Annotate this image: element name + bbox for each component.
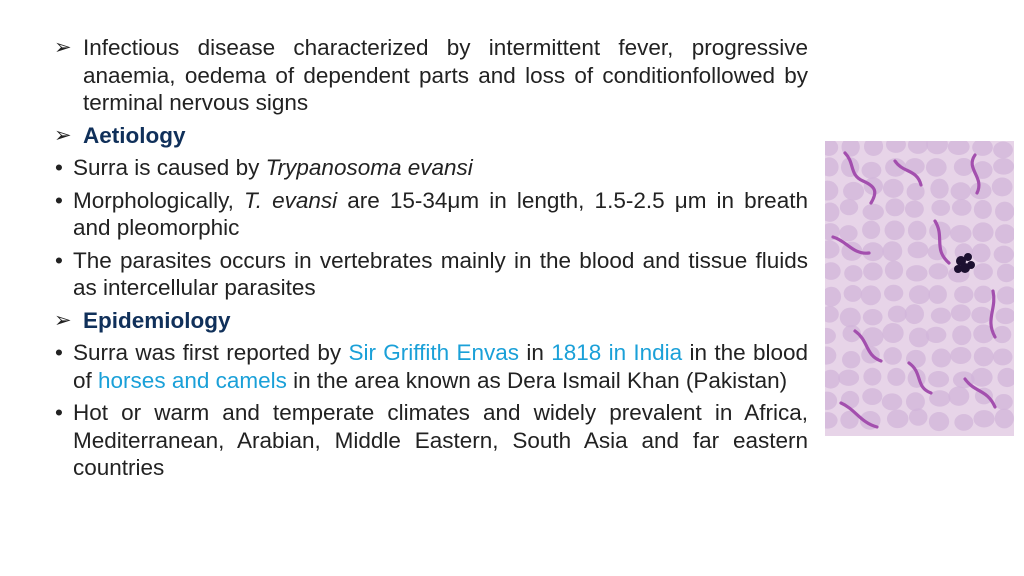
- rbc: [930, 179, 948, 199]
- rbc: [929, 263, 949, 279]
- dot-bullet-icon: •: [55, 340, 63, 365]
- rbc: [926, 158, 947, 177]
- dot-bullet-icon: •: [55, 400, 63, 425]
- epi-b2-text: Hot or warm and temperate climates and widely prevalent in Africa, Mediterranean, Arabian, Middle Eastern, South Asia and far eastern countries: [73, 400, 808, 480]
- micrograph-svg: [825, 141, 1014, 436]
- aetiology-b3-text: The parasites occurs in vertebrates mainly in the blood and tissue fluids as intercellular parasites: [73, 247, 808, 300]
- intro-text: Infectious disease characterized by intermittent fever, progressive anaemia, oedema of dependent parts and loss of conditionfollowed by terminal nervous signs: [83, 35, 808, 115]
- leukocyte-nucleus-lobe: [954, 265, 962, 273]
- discovery-year-place: 1818 in India: [551, 340, 683, 365]
- aetiology-b2-prefix: Morphologically,: [73, 187, 245, 213]
- rbc: [951, 304, 971, 321]
- discoverer-name: Sir Griffith Envas: [348, 340, 520, 365]
- rbc: [861, 285, 881, 305]
- rbc: [883, 347, 901, 365]
- rbc: [993, 349, 1013, 366]
- rbc: [885, 198, 904, 216]
- rbc: [971, 307, 991, 324]
- rbc: [885, 220, 905, 240]
- rbc: [931, 200, 950, 216]
- epidemiology-heading-row: [54, 307, 808, 335]
- rbc: [840, 308, 861, 328]
- epidemiology-bullet-1: [54, 339, 808, 394]
- intro-paragraph: [54, 34, 808, 117]
- rbc: [862, 221, 880, 239]
- rbc: [954, 286, 973, 303]
- rbc: [928, 285, 947, 304]
- host-animals: horses and camels: [98, 367, 287, 393]
- rbc: [929, 412, 949, 431]
- blood-smear-micrograph: [825, 141, 1014, 436]
- rbc: [882, 393, 902, 410]
- rbc: [863, 262, 883, 280]
- rbc: [928, 371, 949, 387]
- rbc: [971, 368, 993, 387]
- rbc: [909, 408, 928, 425]
- rbc: [972, 243, 991, 262]
- rbc: [842, 351, 860, 368]
- arrow-bullet-icon: ➢: [54, 123, 72, 147]
- rbc: [863, 204, 884, 221]
- rbc: [970, 182, 992, 199]
- rbc: [992, 178, 1013, 197]
- epidemiology-bullet-2: [54, 399, 808, 482]
- rbc: [863, 368, 881, 386]
- aetiology-bullet-2: [54, 187, 808, 242]
- rbc: [863, 309, 883, 325]
- rbc: [954, 158, 974, 176]
- rbc: [974, 263, 993, 280]
- leukocyte-nucleus-lobe: [967, 261, 975, 269]
- rbc: [909, 285, 930, 304]
- leukocyte-nucleus-lobe: [964, 253, 972, 261]
- aetiology-heading-row: [54, 122, 808, 150]
- rbc: [861, 162, 881, 179]
- rbc: [906, 350, 926, 368]
- rbc: [843, 182, 864, 201]
- rbc: [994, 246, 1014, 264]
- rbc: [882, 323, 903, 343]
- rbc: [995, 394, 1013, 410]
- rbc: [952, 325, 971, 345]
- rbc: [974, 347, 994, 366]
- aetiology-b1-prefix: Surra is caused by: [73, 155, 266, 180]
- rbc: [884, 285, 903, 302]
- slide-text: [54, 34, 808, 487]
- epi-b1-t1: Surra was first reported by: [73, 340, 349, 365]
- rbc: [954, 414, 973, 431]
- epi-b1-t3: in the blood of: [73, 340, 809, 393]
- rbc: [972, 222, 993, 242]
- rbc: [862, 388, 882, 405]
- epidemiology-heading: Epidemiology: [83, 307, 231, 333]
- rbc: [888, 306, 907, 323]
- rbc: [995, 409, 1014, 429]
- rbc: [905, 201, 924, 218]
- rbc: [908, 221, 926, 241]
- rbc: [948, 386, 969, 405]
- aetiology-heading: Aetiology: [83, 122, 186, 148]
- dot-bullet-icon: •: [55, 247, 63, 273]
- rbc: [993, 326, 1011, 343]
- epi-b1-t2: in: [519, 340, 552, 365]
- arrow-bullet-icon: ➢: [54, 36, 72, 59]
- rbc: [995, 202, 1014, 222]
- rbc: [887, 409, 909, 428]
- rbc: [885, 261, 903, 280]
- rbc: [974, 286, 992, 304]
- rbc: [909, 328, 929, 348]
- rbc: [974, 200, 992, 219]
- rbc: [993, 158, 1014, 175]
- rbc: [905, 304, 924, 324]
- rbc: [908, 242, 929, 259]
- epi-b1-t4: in the area known as Dera Ismail Khan (Pakistan): [286, 367, 788, 393]
- rbc: [882, 241, 902, 261]
- organism-name: Trypanosoma evansi: [265, 155, 473, 180]
- arrow-bullet-icon: ➢: [54, 308, 72, 332]
- rbc: [993, 141, 1013, 158]
- organism-abbrev: T. evansi: [244, 187, 338, 213]
- aetiology-b2-suffix: are 15-34μm in length, 1.5-2.5 μm in breath and pleomorphic: [73, 187, 808, 240]
- rbc: [887, 368, 905, 386]
- dot-bullet-icon: •: [55, 155, 63, 180]
- rbc: [840, 199, 858, 215]
- rbc: [883, 179, 904, 198]
- aetiology-bullet-3: [54, 247, 808, 302]
- aetiology-bullet-1: [54, 154, 808, 182]
- dot-bullet-icon: •: [55, 187, 63, 213]
- rbc: [839, 225, 857, 241]
- rbc: [973, 410, 994, 427]
- rbc: [951, 182, 971, 200]
- rbc: [932, 349, 951, 368]
- rbc: [844, 285, 862, 302]
- rbc: [931, 308, 951, 324]
- rbc: [906, 392, 925, 411]
- rbc: [952, 199, 972, 215]
- rbc: [906, 265, 928, 281]
- rbc: [838, 370, 859, 386]
- rbc: [926, 327, 946, 343]
- rbc: [844, 265, 862, 282]
- rbc: [950, 347, 971, 364]
- rbc: [950, 225, 972, 243]
